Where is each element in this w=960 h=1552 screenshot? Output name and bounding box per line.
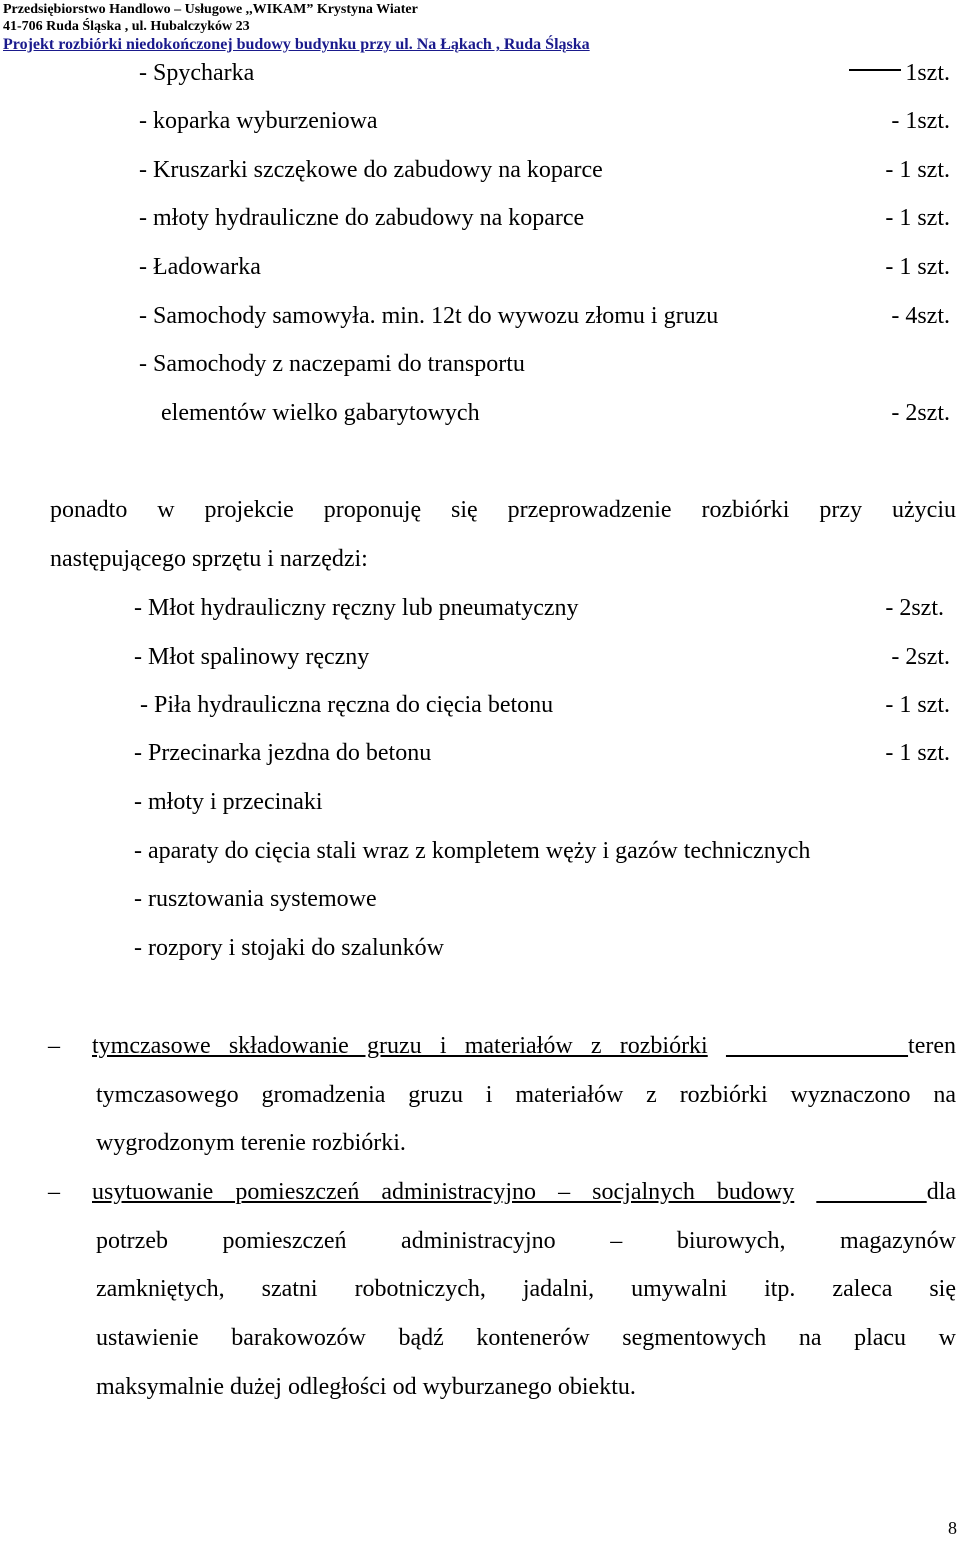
equipment-item-qty: - 2szt.	[891, 400, 950, 426]
bullet-dash: –	[48, 1179, 60, 1205]
section2-heading: usytuowanie pomieszczeń administracyjno – socjalnych budowy	[92, 1179, 795, 1205]
section2-paragraph-line: maksymalnie dużej odległości od wyburzanego obiektu.	[96, 1374, 636, 1400]
tool-item-name: - rusztowania systemowe	[134, 886, 377, 912]
header-address: 41-706 Ruda Śląska , ul. Hubalczyków 23	[3, 19, 250, 34]
equipment-item-qty: - 1 szt.	[885, 205, 950, 231]
tool-item-qty: - 1 szt.	[885, 692, 950, 718]
section1-paragraph-line: tymczasowego gromadzenia gruzu i materiałów z rozbiórki wyznaczono na	[96, 1082, 956, 1108]
tool-item-qty: - 1 szt.	[885, 740, 950, 766]
equipment-item-name: - koparka wyburzeniowa	[139, 108, 378, 134]
bullet-dash: –	[48, 1033, 60, 1059]
tool-item-name: - młoty i przecinaki	[134, 789, 323, 815]
section1-heading-line	[92, 1031, 956, 1061]
section2-paragraph-line: potrzeb pomieszczeń administracyjno – biurowych, magazynów	[96, 1228, 956, 1254]
tool-item-name: - aparaty do cięcia stali wraz z kompletem węży i gazów technicznych	[134, 838, 811, 864]
equipment-item-name: elementów wielko gabarytowych	[161, 400, 480, 426]
section1-heading-tail: teren	[908, 1033, 957, 1059]
section2-paragraph-line: ustawienie barakowozów bądź kontenerów segmentowych na placu w	[96, 1325, 956, 1351]
section2-paragraph-line: zamkniętych, szatni robotniczych, jadalni, umywalni itp. zaleca się	[96, 1276, 956, 1302]
tool-item-name: - rozpory i stojaki do szalunków	[134, 935, 444, 961]
page-number: 8	[948, 1518, 957, 1538]
equipment-item-qty: - 1 szt.	[885, 157, 950, 183]
tool-item-name: - Młot spalinowy ręczny	[134, 644, 370, 670]
section1-heading: tymczasowe składowanie gruzu i materiałów z rozbiórki	[92, 1033, 708, 1059]
equipment-item-name: - Samochody samowyła. min. 12t do wywozu złomu i gruzu	[139, 303, 719, 329]
equipment-item-qty: - 1 szt.	[885, 254, 950, 280]
intro-paragraph-line: ponadto w projekcie proponuję się przeprowadzenie rozbiórki przy użyciu	[50, 497, 956, 523]
equipment-item-qty: - 1szt.	[891, 108, 950, 134]
section1-heading-leader	[726, 1033, 908, 1059]
tool-item-name: - Piła hydrauliczna ręczna do cięcia betonu	[140, 692, 554, 718]
header-project-title: Projekt rozbiórki niedokończonej budowy budynku przy ul. Na Łąkach , Ruda Śląska	[3, 36, 590, 53]
equipment-item-name: - Samochody z naczepami do transportu	[139, 351, 525, 377]
equipment-item-name: - młoty hydrauliczne do zabudowy na koparce	[139, 205, 585, 231]
tool-item-qty: - 2szt.	[891, 644, 950, 670]
equipment-item-name: - Ładowarka	[139, 254, 261, 280]
equipment-item-name: - Spycharka	[139, 60, 255, 86]
equipment-item-qty: 1szt.	[849, 58, 950, 88]
section2-heading-leader	[816, 1179, 926, 1205]
section2-heading-line	[92, 1177, 956, 1207]
tool-item-qty: - 2szt.	[885, 595, 944, 621]
equipment-item-name: - Kruszarki szczękowe do zabudowy na koparce	[139, 157, 603, 183]
section1-paragraph-line: wygrodzonym terenie rozbiórki.	[96, 1130, 406, 1156]
section2-heading-tail: dla	[926, 1179, 957, 1205]
intro-paragraph-line: następującego sprzętu i narzędzi:	[50, 546, 368, 572]
qty-dash-line	[849, 69, 901, 71]
header-company: Przedsiębiorstwo Handlowo – Usługowe ,,WIKAM” Krystyna Wiater	[3, 2, 418, 17]
equipment-item-qty: - 4szt.	[891, 303, 950, 329]
tool-item-name: - Przecinarka jezdna do betonu	[134, 740, 432, 766]
tool-item-name: - Młot hydrauliczny ręczny lub pneumatyczny	[134, 595, 579, 621]
